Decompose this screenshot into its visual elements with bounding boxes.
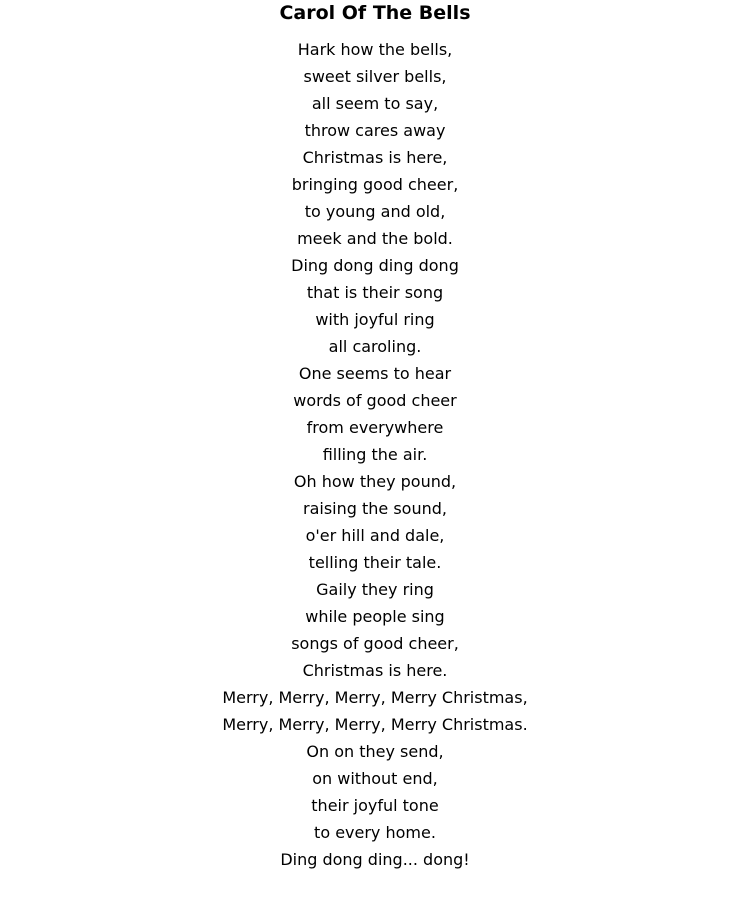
lyric-line: filling the air. [322,445,428,464]
lyric-line: on without end, [312,769,438,788]
lyric-line: meek and the bold. [297,229,453,248]
lyric-line: that is their song [306,283,444,302]
lyric-line: bringing good cheer, [291,175,459,194]
lyric-line: Christmas is here. [302,661,448,680]
lyric-line: songs of good cheer, [291,634,459,653]
lyric-line: throw cares away [304,121,446,140]
lyric-line: sweet silver bells, [303,67,447,86]
lyric-line: all caroling. [328,337,422,356]
lyric-line: Christmas is here, [302,148,448,167]
lyric-line: with joyful ring [315,310,435,329]
lyric-line: Ding dong ding dong [291,256,459,275]
lyric-line: from everywhere [306,418,444,437]
lyric-line: while people sing [305,607,445,626]
lyrics-list [0,36,750,873]
lyric-line: Ding dong ding... dong! [280,850,470,869]
lyric-line: to young and old, [304,202,446,221]
lyric-line: One seems to hear [298,364,452,383]
lyric-line: Merry, Merry, Merry, Merry Christmas. [222,715,528,734]
lyric-line: raising the sound, [303,499,447,518]
lyric-line: telling their tale. [308,553,442,572]
lyric-line: all seem to say, [311,94,439,113]
page-title: Carol Of The Bells [279,2,471,24]
lyric-line: On on they send, [306,742,444,761]
lyric-line: Hark how the bells, [297,40,453,59]
lyric-line: Oh how they pound, [293,472,457,491]
lyric-line: o'er hill and dale, [305,526,445,545]
lyric-line: their joyful tone [311,796,439,815]
lyric-line: words of good cheer [293,391,457,410]
lyric-line: Gaily they ring [316,580,434,599]
lyric-line: Merry, Merry, Merry, Merry Christmas, [222,688,528,707]
lyric-line: to every home. [314,823,436,842]
